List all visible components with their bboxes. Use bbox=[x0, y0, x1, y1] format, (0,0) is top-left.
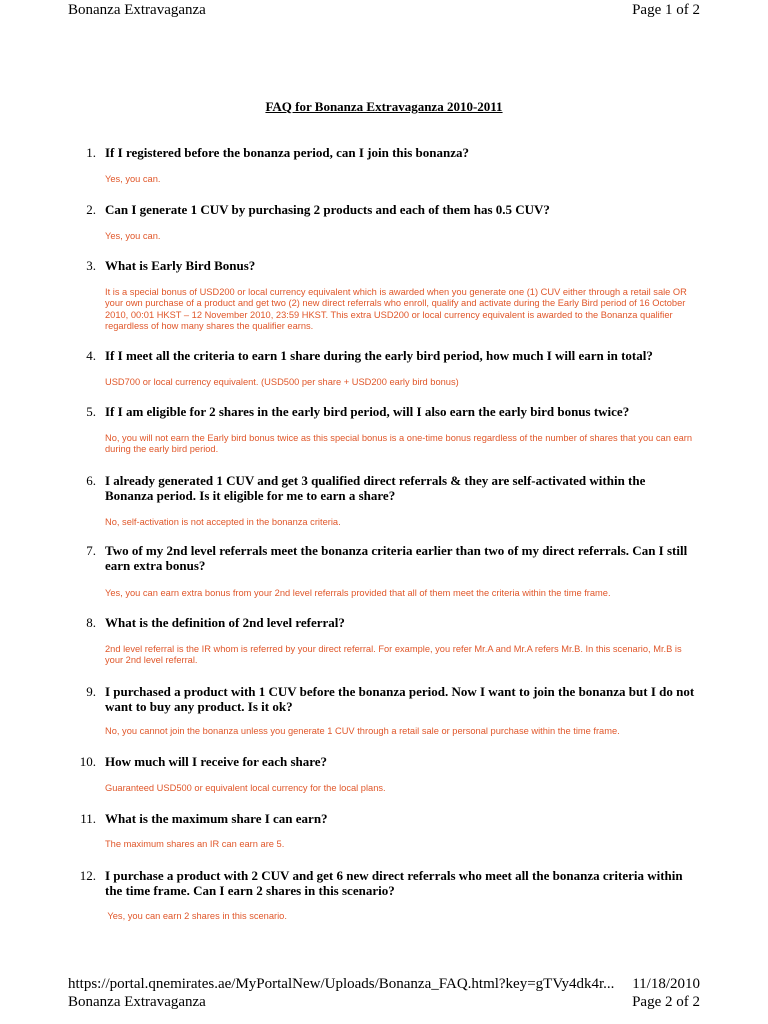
faq-question: Two of my 2nd level referrals meet the bonanza criteria earlier than two of my direct referrals. Can I still earn extra bonus? bbox=[105, 543, 688, 573]
faq-question: I purchase a product with 2 CUV and get 6 new direct referrals who meet all the bonanza criteria within the time frame. Can I earn 2 shares in this scenario? bbox=[105, 868, 683, 898]
footer-date: 11/18/2010 bbox=[632, 976, 700, 992]
faq-number: 1. bbox=[86, 145, 96, 160]
faq-question: What is the definition of 2nd level referral? bbox=[105, 615, 345, 630]
faq-question: I purchased a product with 1 CUV before the bonanza period. Now I want to join the bonanza but I do not want to buy any product. Is it ok? bbox=[105, 684, 695, 714]
faq-answer: No, you cannot join the bonanza unless you generate 1 CUV through a retail sale or personal purchase within the time frame. bbox=[105, 726, 620, 736]
faq-answer: Yes, you can earn 2 shares in this scenario. bbox=[105, 911, 287, 921]
faq-number: 7. bbox=[86, 543, 96, 558]
faq-answer: No, you will not earn the Early bird bonus twice as this special bonus is a one-time bonus regardless of the number of shares that you can earn during the early bird period. bbox=[105, 433, 693, 455]
faq-answer: It is a special bonus of USD200 or local currency equivalent which is awarded when you generate one (1) CUV either through a retail sale OR your own purchase of a product and get two (2) new direct referrals who enroll, qualify and activate during the Early Bird period of 16 October 2010, 00:01 HKST – 12 November 2010, 23:59 HKST. This extra USD200 or local currency equivalent is awarded to the Bonanza qualifier regardless of how many shares the qualifier earns. bbox=[105, 287, 687, 331]
faq-answer: Yes, you can earn extra bonus from your 2nd level referrals provided that all of them meet the criteria within the time frame. bbox=[105, 588, 611, 598]
faq-question: If I am eligible for 2 shares in the early bird period, will I also earn the early bird bonus twice? bbox=[105, 404, 630, 419]
faq-number: 2. bbox=[86, 202, 96, 217]
faq-number: 10. bbox=[79, 754, 96, 769]
footer-doc-title: Bonanza Extravaganza bbox=[68, 994, 206, 1010]
faq-number: 4. bbox=[86, 348, 96, 363]
header-page-label: Page 1 of 2 bbox=[632, 2, 700, 18]
faq-question: What is Early Bird Bonus? bbox=[105, 258, 256, 273]
faq-answer: Yes, you can. bbox=[105, 231, 161, 241]
faq-answer: No, self-activation is not accepted in the bonanza criteria. bbox=[105, 517, 341, 527]
faq-answer: 2nd level referral is the IR whom is referred by your direct referral. For example, you refer Mr.A and Mr.A refers Mr.B. In this scenario, Mr.B is your 2nd level referral. bbox=[105, 644, 682, 666]
faq-number: 8. bbox=[86, 615, 96, 630]
faq-number: 11. bbox=[80, 811, 96, 826]
faq-question: If I meet all the criteria to earn 1 share during the early bird period, how much I will earn in total? bbox=[105, 348, 653, 363]
faq-answer: The maximum shares an IR can earn are 5. bbox=[105, 839, 285, 849]
faq-number: 6. bbox=[86, 473, 96, 488]
page-title: FAQ for Bonanza Extravaganza 2010-2011 bbox=[265, 99, 503, 114]
faq-number: 3. bbox=[86, 258, 96, 273]
faq-number: 5. bbox=[86, 404, 96, 419]
faq-question: What is the maximum share I can earn? bbox=[105, 811, 328, 826]
faq-number: 9. bbox=[86, 684, 96, 699]
faq-question: I already generated 1 CUV and get 3 qualified direct referrals & they are self-activated within the Bonanza period. Is it eligible for me to earn a share? bbox=[105, 473, 646, 503]
footer-url[interactable]: https://portal.qnemirates.ae/MyPortalNew/Uploads/Bonanza_FAQ.html?key=gTVy4dk4r... bbox=[68, 976, 615, 992]
faq-question: Can I generate 1 CUV by purchasing 2 products and each of them has 0.5 CUV? bbox=[105, 202, 550, 217]
footer-page-label: Page 2 of 2 bbox=[632, 994, 700, 1010]
faq-answer: Yes, you can. bbox=[105, 174, 161, 184]
faq-question: How much will I receive for each share? bbox=[105, 754, 328, 769]
faq-question: If I registered before the bonanza period, can I join this bonanza? bbox=[105, 145, 470, 160]
faq-number: 12. bbox=[79, 868, 96, 883]
header-doc-title: Bonanza Extravaganza bbox=[68, 2, 206, 18]
faq-answer: USD700 or local currency equivalent. (USD500 per share + USD200 early bird bonus) bbox=[105, 377, 459, 387]
faq-answer: Guaranteed USD500 or equivalent local currency for the local plans. bbox=[105, 783, 386, 793]
